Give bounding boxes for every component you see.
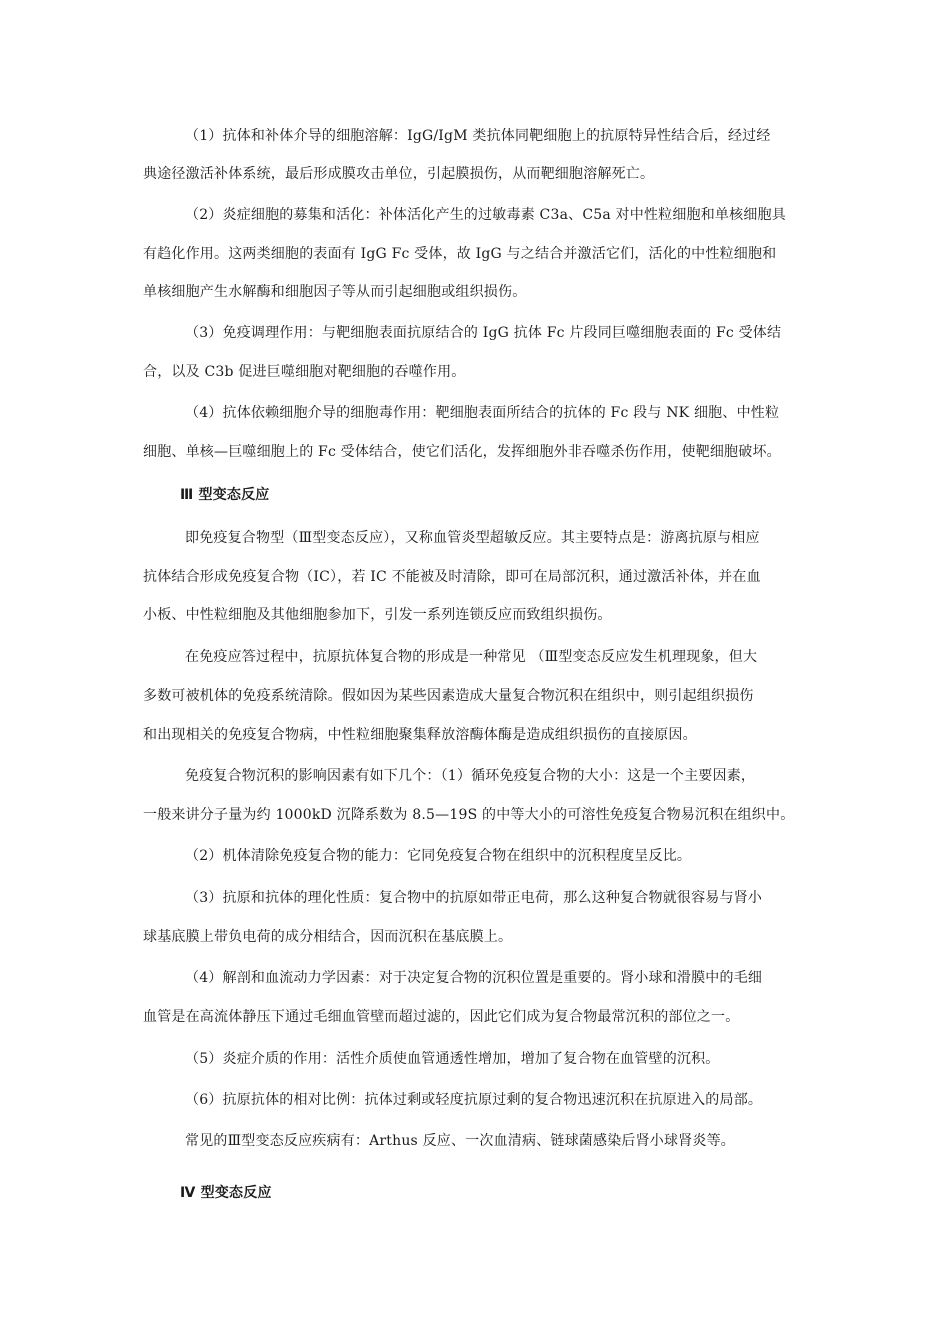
paragraph-11-line-1: （5）炎症介质的作用：活性介质使血管通透性增加，增加了复合物在血管壁的沉积。: [185, 1051, 720, 1067]
paragraph-5-line-1: 即免疫复合物型（Ⅲ型变态反应），又称血管炎型超敏反应。其主要特点是：游离抗原与相应: [185, 530, 760, 546]
paragraph-1-line-2: 典途径激活补体系统，最后形成膜攻击单位，引起膜损伤，从而靶细胞溶解死亡。: [143, 166, 655, 182]
paragraph-7-line-1: 免疫复合物沉积的影响因素有如下几个：（1）循环免疫复合物的大小：这是一个主要因素，: [185, 768, 756, 784]
paragraph-7-line-2: 一般来讲分子量为约 1000kD 沉降系数为 8.5—19S 的中等大小的可溶性免疫复合物易沉积在组织中。: [143, 807, 795, 823]
paragraph-2-line-1: （2）炎症细胞的募集和活化：补体活化产生的过敏毒素 C3a、C5a 对中性粒细胞和单核细胞具: [185, 207, 786, 223]
paragraph-6-line-3: 和出现相关的免疫复合物病，中性粒细胞聚集释放溶酶体酶是造成组织损伤的直接原因。: [143, 727, 697, 743]
paragraph-2-line-2: 有趋化作用。这两类细胞的表面有 IgG Fc 受体，故 IgG 与之结合并激活它们，活化的中性粒细胞和: [143, 246, 777, 262]
paragraph-5-line-3: 小板、中性粒细胞及其他细胞参加下，引发一系列连锁反应而致组织损伤。: [143, 607, 612, 623]
section-heading-type-4: Ⅳ 型变态反应: [180, 1185, 272, 1201]
paragraph-8-line-1: （2）机体清除免疫复合物的能力：它同免疫复合物在组织中的沉积程度呈反比。: [185, 848, 692, 864]
paragraph-9-line-2: 球基底膜上带负电荷的成分相结合，因而沉积在基底膜上。: [143, 929, 513, 945]
paragraph-12-line-1: （6）抗原抗体的相对比例：抗体过剩或轻度抗原过剩的复合物迅速沉积在抗原进入的局部。: [185, 1092, 763, 1108]
section-heading-type-3: Ⅲ 型变态反应: [180, 487, 270, 503]
paragraph-5-line-2: 抗体结合形成免疫复合物（IC），若 IC 不能被及时清除，即可在局部沉积，通过激活补体，并在血: [143, 569, 761, 585]
paragraph-4-line-2: 细胞、单核—巨噬细胞上的 Fc 受体结合，使它们活化，发挥细胞外非吞噬杀伤作用，使靶细胞破坏。: [143, 444, 781, 460]
paragraph-2-line-3: 单核细胞产生水解酶和细胞因子等从而引起细胞或组织损伤。: [143, 284, 527, 300]
paragraph-1-line-1: （1）抗体和补体介导的细胞溶解：IgG/IgM 类抗体同靶细胞上的抗原特异性结合后，经过经: [185, 128, 771, 144]
paragraph-13-line-1: 常见的Ⅲ型变态反应疾病有：Arthus 反应、一次血清病、链球菌感染后肾小球肾炎等。: [185, 1133, 735, 1149]
paragraph-10-line-2: 血管是在高流体静压下通过毛细血管壁而超过滤的，因此它们成为复合物最常沉积的部位之一。: [143, 1009, 740, 1025]
paragraph-6-line-1: 在免疫应答过程中，抗原抗体复合物的形成是一种常见 （Ⅲ型变态反应发生机理现象，但大: [185, 649, 758, 665]
paragraph-9-line-1: （3）抗原和抗体的理化性质：复合物中的抗原如带正电荷，那么这种复合物就很容易与肾小: [185, 890, 763, 906]
paragraph-4-line-1: （4）抗体依赖细胞介导的细胞毒作用：靶细胞表面所结合的抗体的 Fc 段与 NK 细胞、中性粒: [185, 405, 780, 421]
paragraph-6-line-2: 多数可被机体的免疫系统清除。假如因为某些因素造成大量复合物沉积在组织中，则引起组织损伤: [143, 688, 754, 704]
paragraph-10-line-1: （4）解剖和血流动力学因素：对于决定复合物的沉积位置是重要的。肾小球和滑膜中的毛细: [185, 970, 763, 986]
paragraph-3-line-1: （3）免疫调理作用：与靶细胞表面抗原结合的 IgG 抗体 Fc 片段同巨噬细胞表面的 Fc 受体结: [185, 325, 782, 341]
paragraph-3-line-2: 合，以及 C3b 促进巨噬细胞对靶细胞的吞噬作用。: [143, 364, 466, 380]
